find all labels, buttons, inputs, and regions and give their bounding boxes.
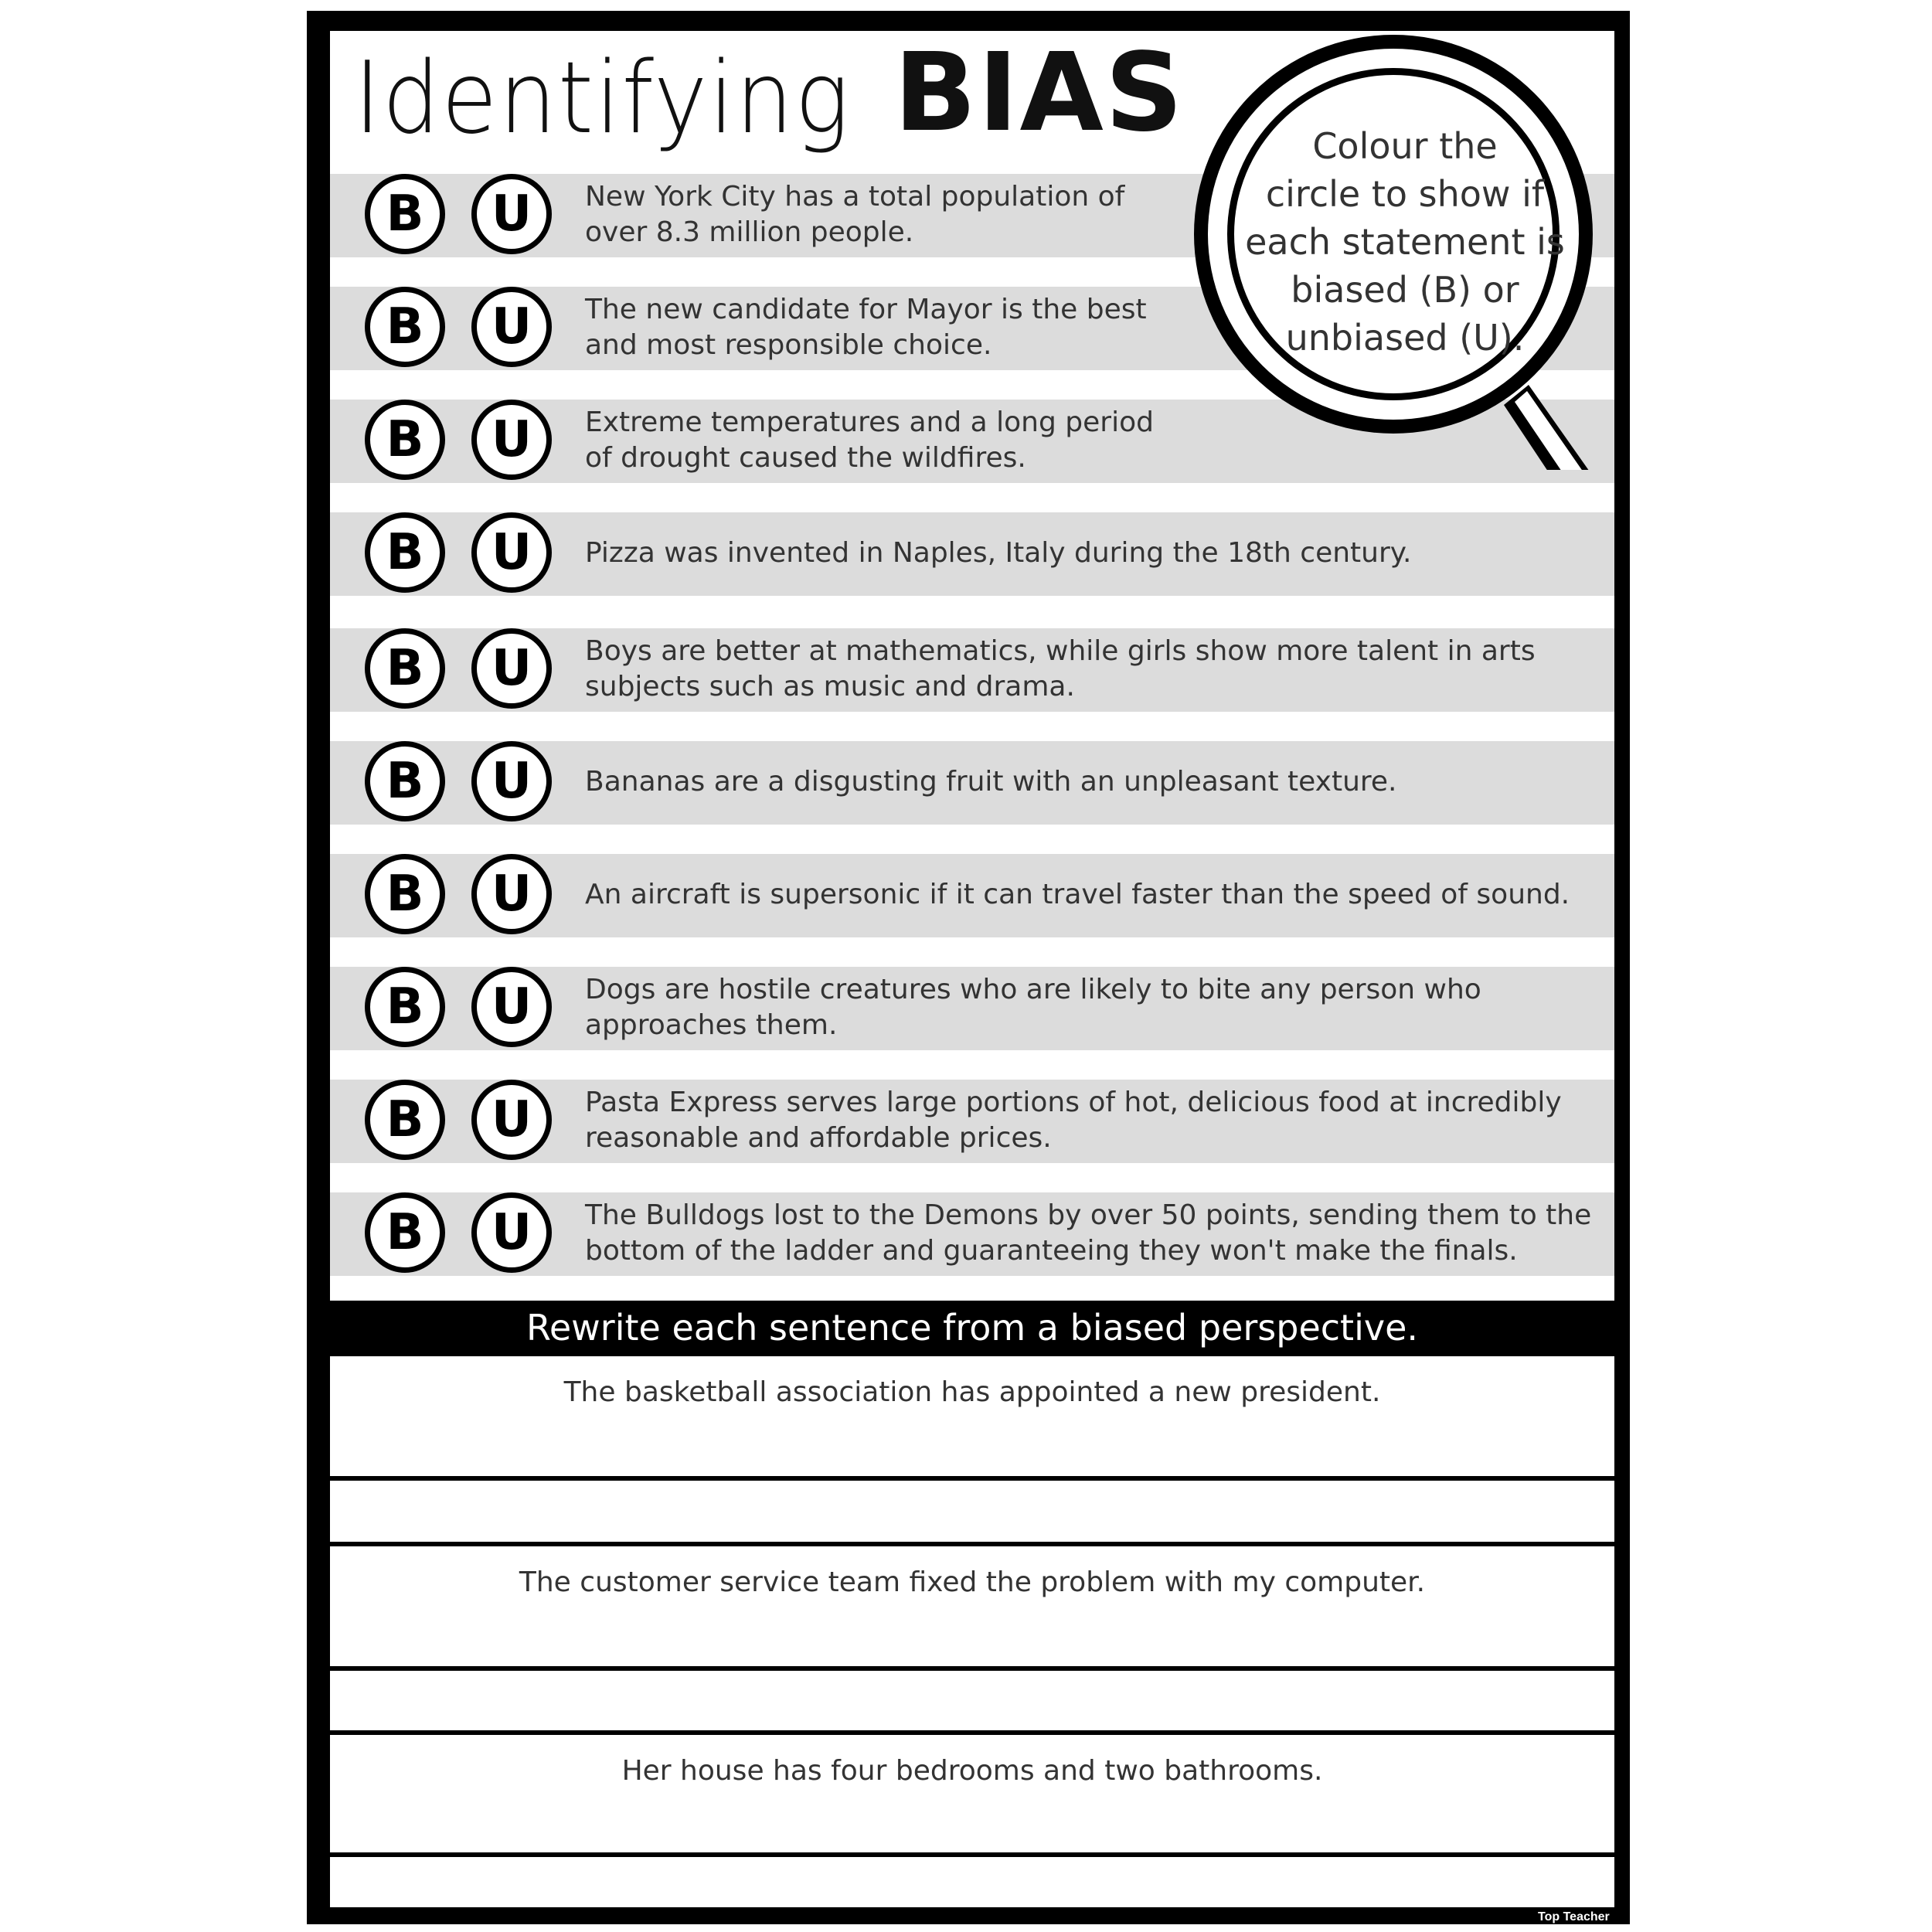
title-bold: BIAS bbox=[893, 30, 1185, 156]
statement-text: Extreme temperatures and a long period of drought caused the wildfires. bbox=[585, 406, 1154, 474]
biased-circle[interactable]: B bbox=[365, 174, 445, 254]
unbiased-circle[interactable]: U bbox=[471, 741, 552, 821]
statement-text: The Bulldogs lost to the Demons by over 50 points, sending them to the bottom of the ladder and guaranteeing they won't make the finals. bbox=[585, 1199, 1592, 1267]
rewrite-heading: Rewrite each sentence from a biased perspective. bbox=[330, 1301, 1614, 1355]
statement-text: Pizza was invented in Naples, Italy during the 18th century. bbox=[585, 537, 1412, 569]
unbiased-circle[interactable]: U bbox=[471, 174, 552, 254]
statement-text: Bananas are a disgusting fruit with an unpleasant texture. bbox=[585, 766, 1397, 798]
biased-circle[interactable]: B bbox=[365, 1080, 445, 1160]
biased-circle[interactable]: B bbox=[365, 400, 445, 480]
statement-row bbox=[330, 854, 1614, 937]
page-title bbox=[354, 30, 1185, 156]
instructions-text: Colour the circle to show if each statement is biased (B) or unbiased (U). bbox=[1245, 125, 1565, 359]
rewrite-box bbox=[330, 1735, 1614, 1852]
statement-row bbox=[330, 628, 1614, 712]
rewrite-box bbox=[330, 1356, 1614, 1476]
rewrite-sentence: The basketball association has appointed a new president. bbox=[563, 1376, 1381, 1408]
biased-circle[interactable]: B bbox=[365, 854, 445, 934]
rewrite-sentence: The customer service team fixed the problem with my computer. bbox=[519, 1566, 1426, 1598]
unbiased-circle[interactable]: U bbox=[471, 1192, 552, 1273]
biased-circle[interactable]: B bbox=[365, 512, 445, 593]
rewrite-sentence: Her house has four bedrooms and two bathrooms. bbox=[621, 1755, 1323, 1787]
biased-circle[interactable]: B bbox=[365, 287, 445, 367]
statement-row bbox=[330, 1080, 1614, 1163]
rewrite-box bbox=[330, 1546, 1614, 1666]
unbiased-circle[interactable]: U bbox=[471, 854, 552, 934]
biased-circle[interactable]: B bbox=[365, 741, 445, 821]
statement-row bbox=[330, 741, 1614, 825]
statement-text: Pasta Express serves large portions of hot, delicious food at incredibly reasonable and affordable prices. bbox=[585, 1087, 1562, 1154]
statement-text: Dogs are hostile creatures who are likely to bite any person who approaches them. bbox=[585, 974, 1481, 1041]
answer-line[interactable] bbox=[330, 1857, 1614, 1907]
statement-row bbox=[330, 512, 1614, 596]
unbiased-circle[interactable]: U bbox=[471, 628, 552, 709]
unbiased-circle[interactable]: U bbox=[471, 967, 552, 1047]
biased-circle[interactable]: B bbox=[365, 1192, 445, 1273]
answer-line[interactable] bbox=[330, 1481, 1614, 1542]
statement-row bbox=[330, 1192, 1614, 1276]
answer-line[interactable] bbox=[330, 1671, 1614, 1730]
unbiased-circle[interactable]: U bbox=[471, 512, 552, 593]
statement-text: The new candidate for Mayor is the best and most responsible choice. bbox=[585, 294, 1147, 361]
biased-circle[interactable]: B bbox=[365, 628, 445, 709]
statement-text: An aircraft is supersonic if it can travel faster than the speed of sound. bbox=[585, 879, 1570, 910]
title-light: Identifying bbox=[354, 41, 851, 156]
statement-text: Boys are better at mathematics, while girls show more talent in arts subjects such as music and drama. bbox=[585, 635, 1536, 702]
brand-logo: Top Teacher bbox=[1538, 1910, 1610, 1923]
biased-circle[interactable]: B bbox=[365, 967, 445, 1047]
unbiased-circle[interactable]: U bbox=[471, 287, 552, 367]
statement-text: New York City has a total population of over 8.3 million people. bbox=[585, 181, 1125, 248]
unbiased-circle[interactable]: U bbox=[471, 1080, 552, 1160]
statement-row bbox=[330, 967, 1614, 1050]
unbiased-circle[interactable]: U bbox=[471, 400, 552, 480]
